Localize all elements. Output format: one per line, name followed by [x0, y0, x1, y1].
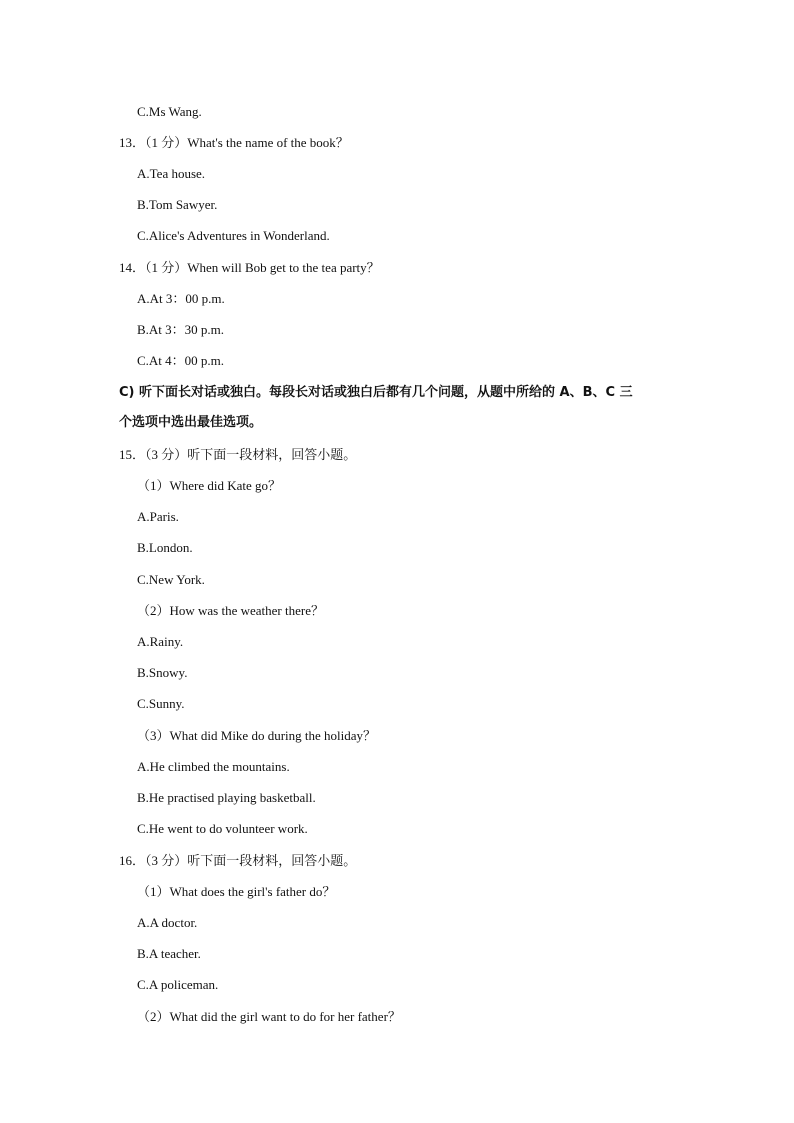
option-15-2b: B.Snowy.: [137, 665, 188, 680]
option-15-1a: A.Paris.: [137, 509, 179, 524]
option-14b: B.At 3：30 p.m.: [137, 322, 225, 337]
option-15-1b: B.London.: [137, 540, 193, 555]
option-15-1c: C.New York.: [137, 572, 205, 587]
question-14: 14．（1 分）When will Bob get to the tea party？: [119, 260, 380, 275]
option-16-1b: B.A teacher.: [137, 946, 201, 961]
option-15-3c: C.He went to do volunteer work.: [137, 821, 308, 836]
option-12c: C.Ms Wang.: [137, 104, 202, 119]
option-16-1a: A.A doctor.: [137, 915, 198, 930]
option-13c: C.Alice's Adventures in Wonderland.: [137, 228, 330, 243]
section-c-instruction-line1: C) 听下面长对话或独白。每段长对话或独白后都有几个问题，从题中所给的 A、B、C 三: [119, 385, 633, 400]
question-15-3: （3）What did Mike do during the holiday？: [137, 728, 377, 743]
option-15-2c: C.Sunny.: [137, 696, 185, 711]
option-15-3b: B.He practised playing basketball.: [137, 790, 316, 805]
option-16-1c: C.A policeman.: [137, 977, 219, 992]
question-13: 13．（1 分）What's the name of the book？: [119, 135, 349, 150]
option-15-2a: A.Rainy.: [137, 634, 184, 649]
question-16-1: （1）What does the girl's father do？: [137, 884, 336, 899]
section-c-instruction-line2: 个选项中选出最佳选项。: [119, 415, 263, 430]
option-13b: B.Tom Sawyer.: [137, 197, 218, 212]
question-15-1: （1）Where did Kate go？: [137, 478, 282, 493]
question-15-2: （2）How was the weather there？: [137, 603, 324, 618]
question-16-2: （2）What did the girl want to do for her father？: [137, 1009, 401, 1024]
question-16: 16．（3 分）听下面一段材料，回答小题。: [119, 853, 357, 868]
question-15: 15．（3 分）听下面一段材料，回答小题。: [119, 447, 357, 462]
option-13a: A.Tea house.: [137, 166, 206, 181]
option-15-3a: A.He climbed the mountains.: [137, 759, 290, 774]
option-14c: C.At 4：00 p.m.: [137, 353, 225, 368]
option-14a: A.At 3：00 p.m.: [137, 291, 225, 306]
